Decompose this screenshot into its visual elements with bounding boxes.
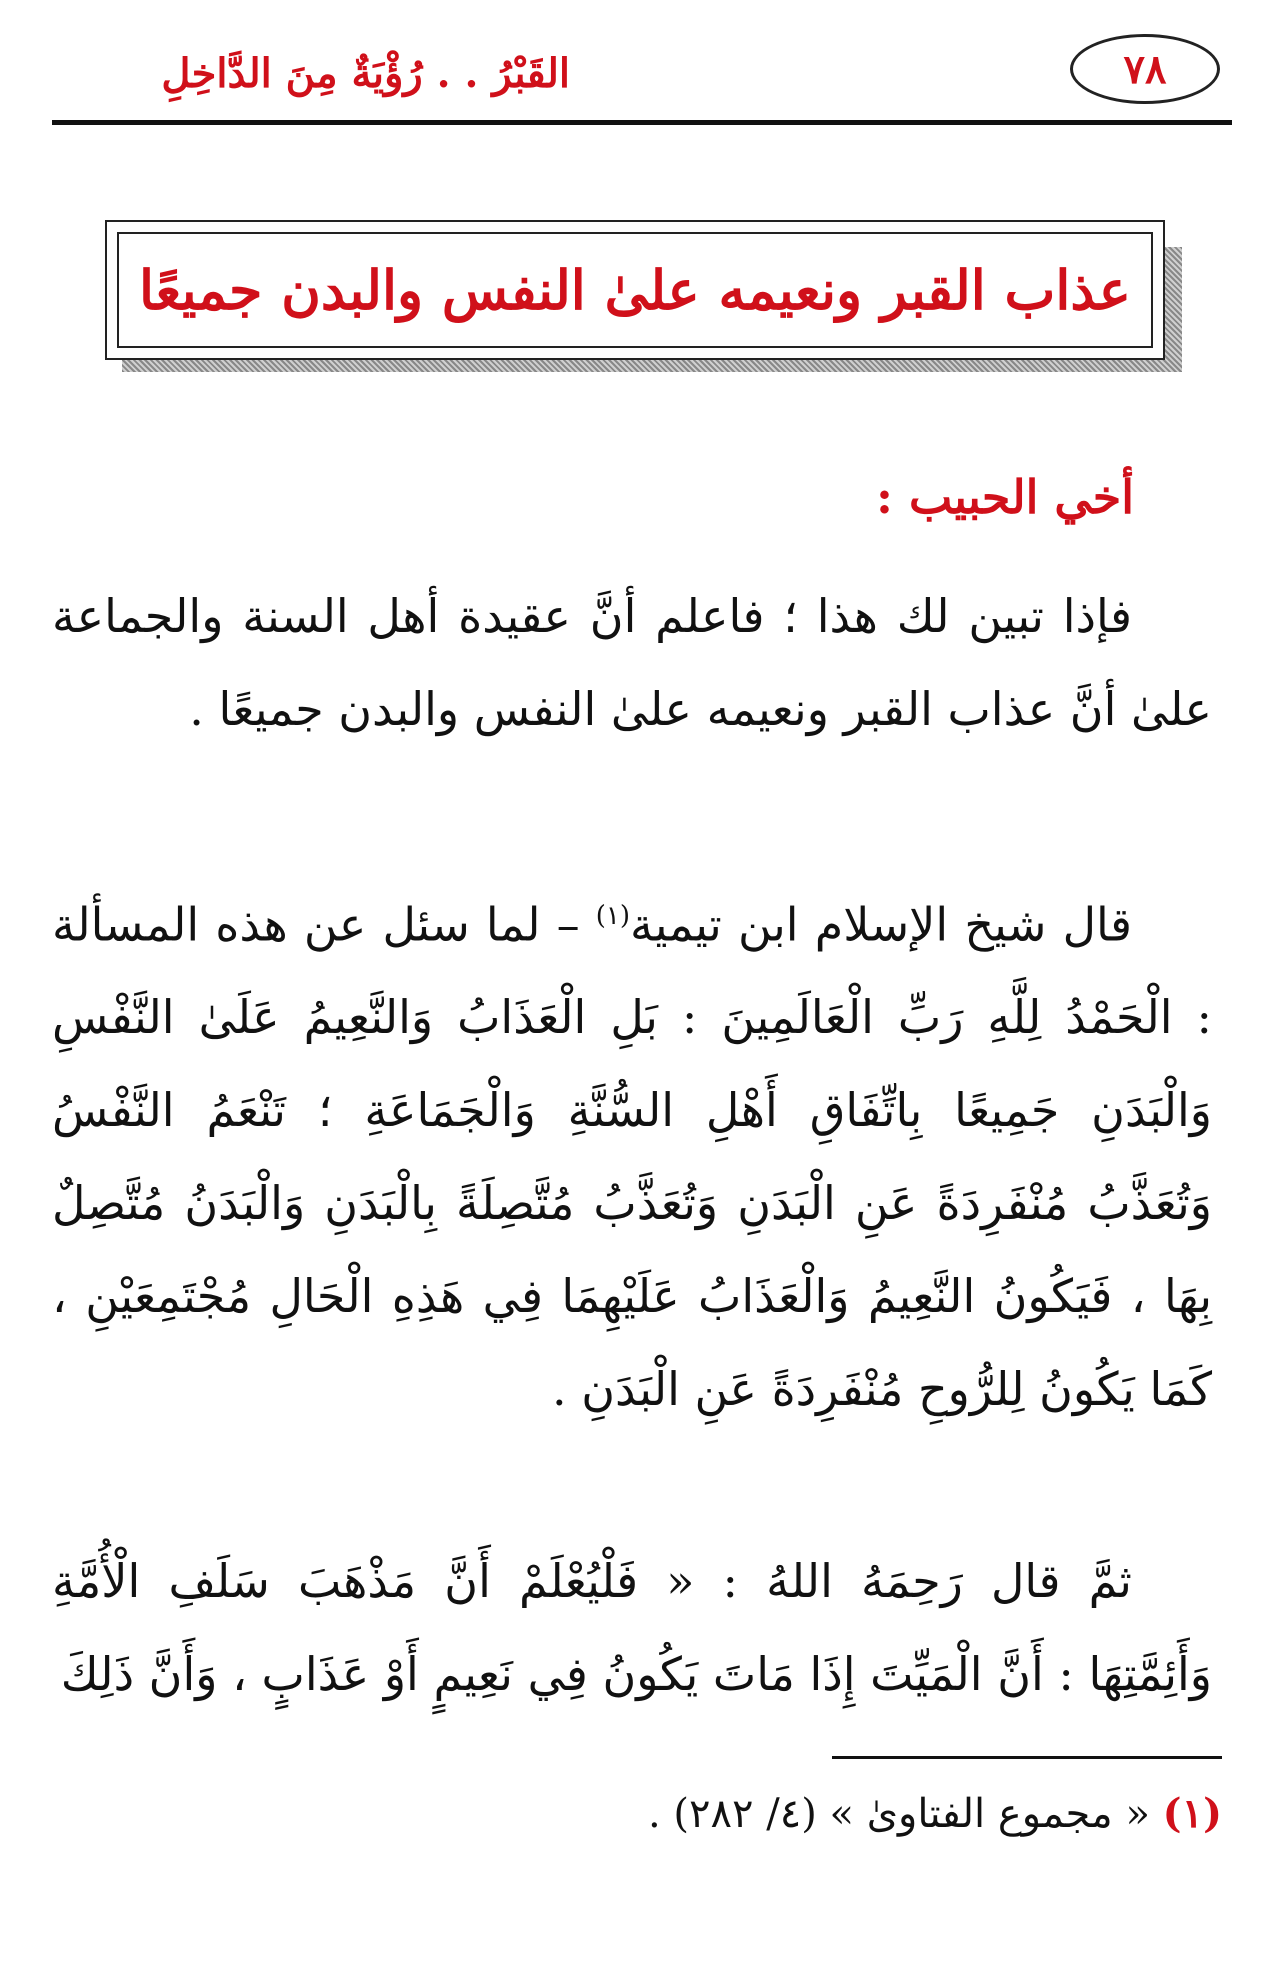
paragraph-1-text: فإذا تبين لك هذا ؛ فاعلم أنَّ عقيدة أهل السنة والجماعة علىٰ أنَّ عذاب القبر ونعيمه علىٰ النفس والبدن جميعًا . bbox=[52, 589, 1212, 736]
paragraph-1 bbox=[52, 570, 1212, 756]
footnote-text: « مجموع الفتاوىٰ » (٤/ ٢٨٢) . bbox=[648, 1791, 1163, 1837]
chapter-title: عذاب القبر ونعيمه علىٰ النفس والبدن جميعًا bbox=[117, 232, 1153, 348]
header-divider bbox=[52, 120, 1232, 125]
running-title: القَبْرُ . . رُؤْيَةٌ مِنَ الدَّاخِلِ bbox=[161, 50, 570, 97]
paragraph-2 bbox=[52, 870, 1212, 1436]
paragraph-3 bbox=[52, 1535, 1212, 1721]
paragraph-3-text: ثمَّ قال رَحِمَهُ اللهُ : « فَلْيُعْلَمْ أَنَّ مَذْهَبَ سَلَفِ الْأُمَّةِ وَأَئِمَّتِهَا : أَنَّ الْمَيِّتَ إِذَا مَاتَ يَكُونُ فِي نَعِيمٍ أَوْ عَذَابٍ ، وَأَنَّ ذَلِكَ bbox=[52, 1554, 1212, 1701]
title-box bbox=[105, 220, 1165, 360]
footnote-divider bbox=[832, 1756, 1222, 1759]
section-heading: أخي الحبيب : bbox=[876, 470, 1134, 524]
page-number: ٧٨ bbox=[1070, 34, 1220, 104]
footnote-number: (١) bbox=[1162, 1790, 1222, 1837]
paragraph-2-text-rest: – لما سئل عن هذه المسألة : الْحَمْدُ لِلَّهِ رَبِّ الْعَالَمِينَ : بَلِ الْعَذَابُ وَالنَّعِيمُ عَلَىٰ النَّفْسِ وَالْبَدَنِ جَمِيعًا بِاتِّفَاقِ أَهْلِ السُّنَّةِ وَالْجَمَاعَةِ ؛ تَنْعَمُ النَّفْسُ وَتُعَذَّبُ مُنْفَرِدَةً عَنِ الْبَدَنِ وَتُعَذَّبُ مُتَّصِلَةً بِالْبَدَنِ وَالْبَدَنُ مُتَّصِلٌ بِهَا ، فَيَكُونُ النَّعِيمُ وَالْعَذَابُ عَلَيْهِمَا فِي هَذِهِ الْحَالِ مُجْتَمِعَيْنِ ، كَمَا يَكُونُ لِلرُّوحِ مُنْفَرِدَةً عَنِ الْبَدَنِ . bbox=[52, 897, 1212, 1417]
footnote bbox=[52, 1790, 1222, 1837]
footnote-reference[interactable]: (١) bbox=[595, 901, 631, 931]
paragraph-2-text-start: قال شيخ الإسلام ابن تيمية bbox=[630, 897, 1132, 952]
